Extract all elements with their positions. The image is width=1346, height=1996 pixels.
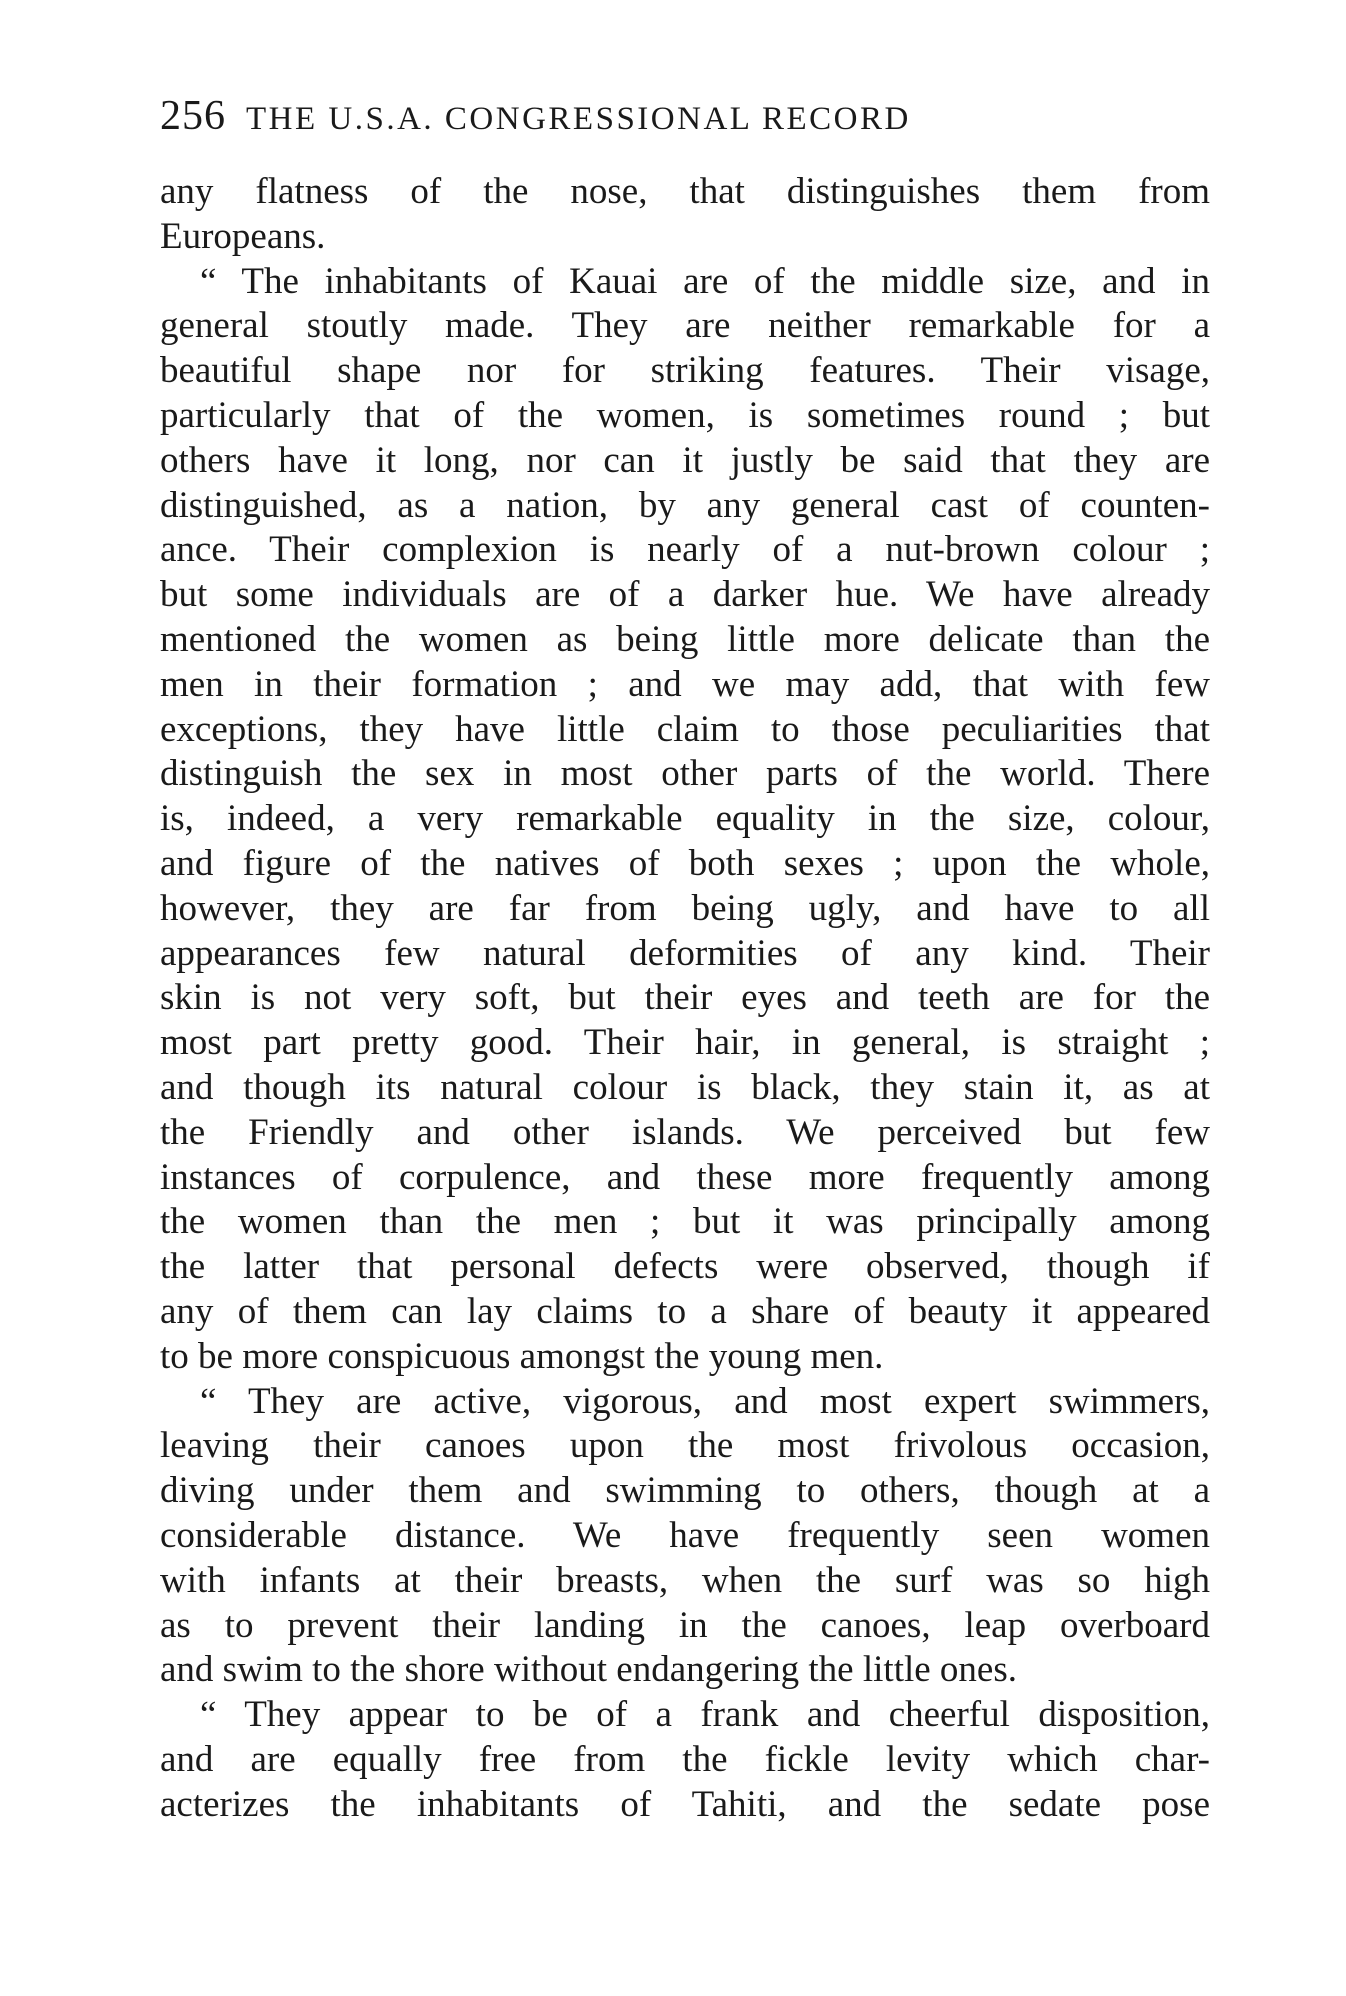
text-line: acterizes the inhabitants of Tahiti, and the sedate pose <box>160 1783 1210 1825</box>
running-head <box>160 92 1210 142</box>
running-title: THE U.S.A. CONGRESSIONAL RECORD <box>246 101 911 137</box>
text-line: and though its natural colour is black, they stain it, as at <box>160 1066 1210 1108</box>
text-line: beautiful shape nor for striking features. Their visage, <box>160 350 1210 392</box>
text-line: most part pretty good. Their hair, in general, is straight ; <box>160 1022 1210 1064</box>
text-line: but some individuals are of a darker hue. We have already <box>160 574 1210 616</box>
page-number: 256 <box>160 93 226 139</box>
text-line: as to prevent their landing in the canoes, leap overboard <box>160 1604 1210 1646</box>
text-line: others have it long, nor can it justly be said that they are <box>160 439 1210 481</box>
text-line: is, indeed, a very remarkable equality in the size, colour, <box>160 798 1210 840</box>
text-line: however, they are far from being ugly, and have to all <box>160 887 1210 929</box>
text-line: any flatness of the nose, that distinguishes them from <box>160 171 1210 212</box>
text-line: distinguished, as a nation, by any general cast of counten- <box>160 484 1210 526</box>
text-line: the Friendly and other islands. We perceived but few <box>160 1111 1210 1153</box>
text-line: particularly that of the women, is sometimes round ; but <box>160 394 1210 436</box>
text-line: distinguish the sex in most other parts of the world. There <box>160 753 1210 795</box>
text-line: mentioned the women as being little more delicate than the <box>160 618 1210 660</box>
text-line: skin is not very soft, but their eyes and teeth are for the <box>160 977 1210 1019</box>
text-line: the women than the men ; but it was principally among <box>160 1201 1210 1243</box>
text-line: with infants at their breasts, when the surf was so high <box>160 1559 1210 1601</box>
text-line: considerable distance. We have frequently seen women <box>160 1514 1210 1556</box>
text-line: diving under them and swimming to others, though at a <box>160 1470 1210 1512</box>
text-line: and swim to the shore without endangering the little ones. <box>160 1649 1017 1691</box>
text-line: to be more conspicuous amongst the young men. <box>160 1335 884 1377</box>
text-line: appearances few natural deformities of any kind. Their <box>160 932 1210 974</box>
text-line: exceptions, they have little claim to those peculiarities that <box>160 708 1210 750</box>
text-line: the latter that personal defects were observed, though if <box>160 1246 1210 1288</box>
text-line: ance. Their complexion is nearly of a nut-brown colour ; <box>160 529 1210 571</box>
text-line: general stoutly made. They are neither remarkable for a <box>160 305 1210 347</box>
text-line: and are equally free from the fickle levity which char- <box>160 1738 1210 1780</box>
text-line: leaving their canoes upon the most frivolous occasion, <box>160 1425 1210 1467</box>
text-line: “ They are active, vigorous, and most expert swimmers, <box>200 1380 1210 1422</box>
text-line: “ They appear to be of a frank and cheerful disposition, <box>200 1694 1210 1736</box>
text-line: men in their formation ; and we may add, that with few <box>160 663 1210 705</box>
text-line: Europeans. <box>160 215 326 257</box>
body-text <box>160 170 1210 1827</box>
text-line: “ The inhabitants of Kauai are of the middle size, and in <box>200 260 1210 302</box>
text-line: and figure of the natives of both sexes ; upon the whole, <box>160 842 1210 884</box>
text-line: any of them can lay claims to a share of beauty it appeared <box>160 1290 1210 1332</box>
text-line: instances of corpulence, and these more frequently among <box>160 1156 1210 1198</box>
